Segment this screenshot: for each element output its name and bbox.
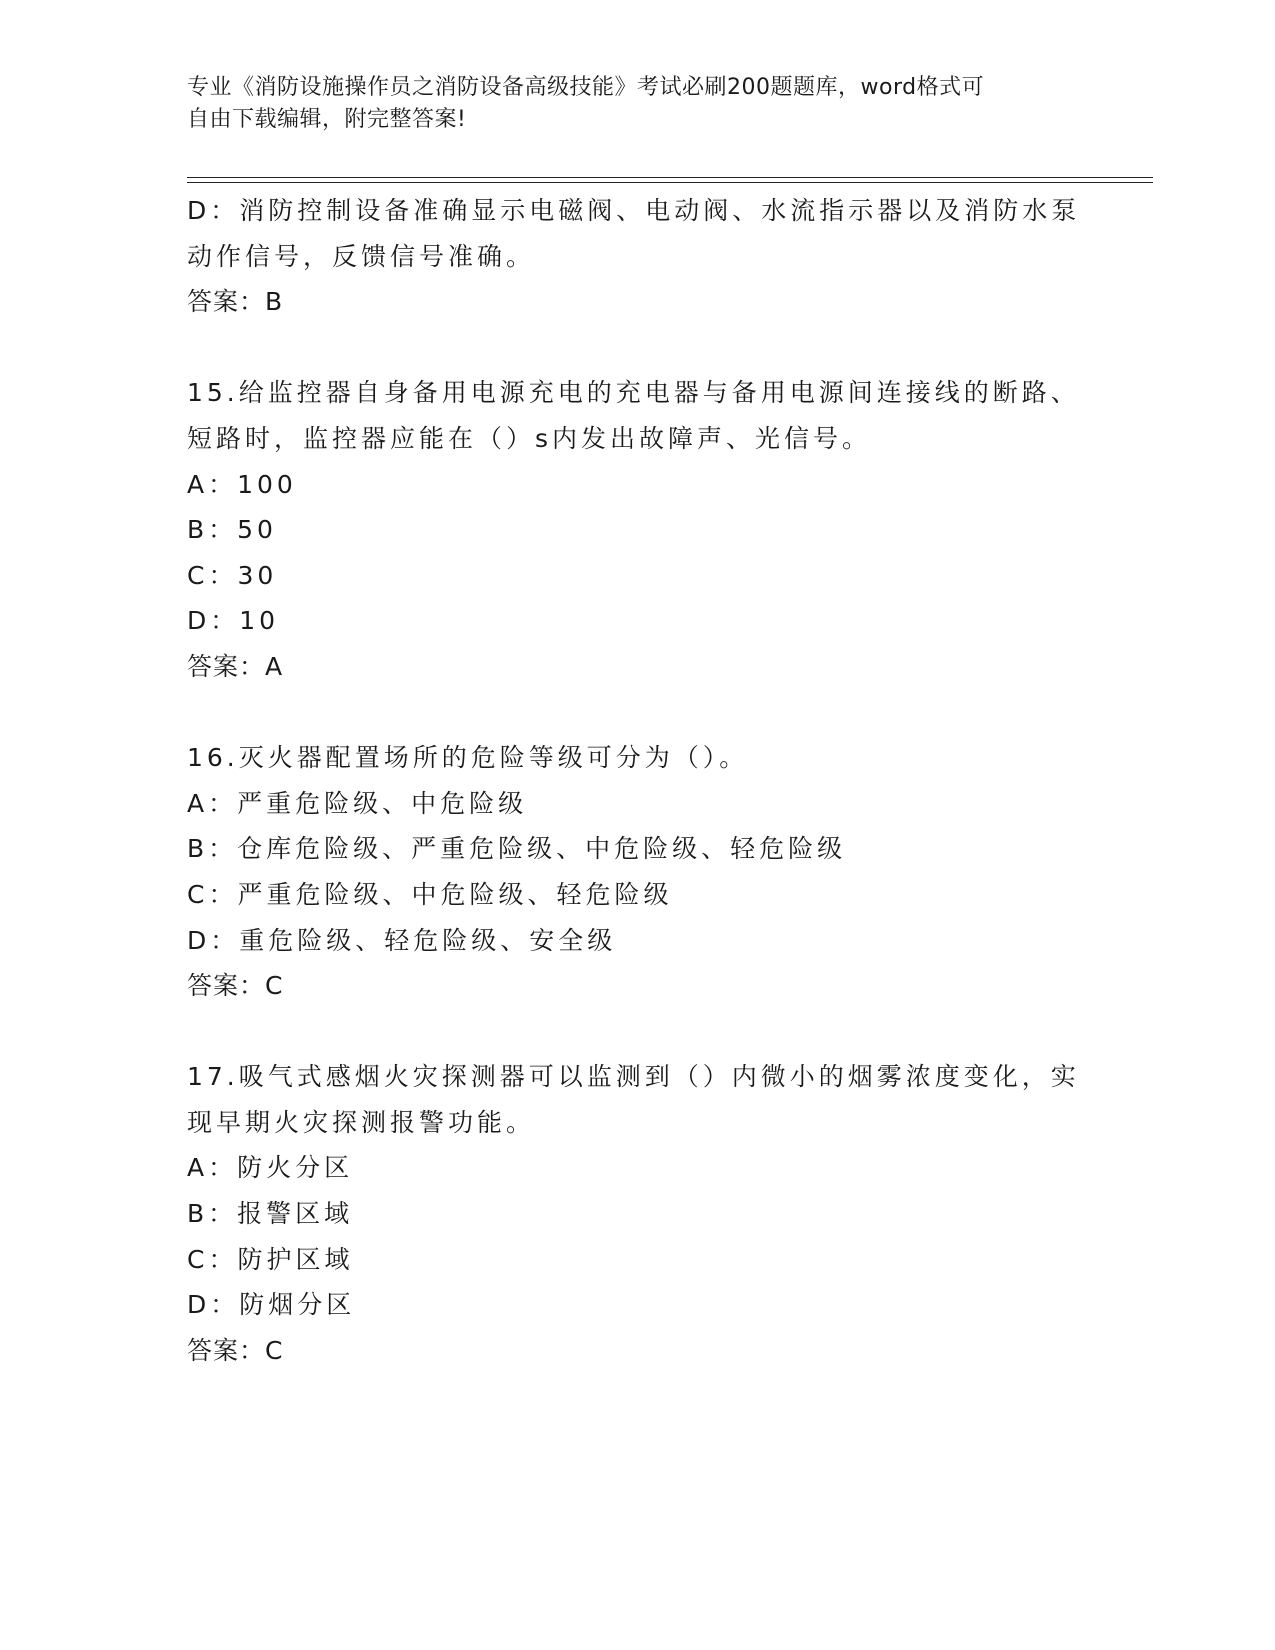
option-c: C：严重危险级、中危险级、轻危险级 bbox=[187, 879, 673, 909]
question-stem-continued: 现早期火灾探测报警功能。 bbox=[187, 1107, 536, 1137]
option-d: D：消防控制设备准确显示电磁阀、电动阀、水流指示器以及消防水泵 bbox=[187, 196, 1081, 225]
question-stem: 15.给监控器自身备用电源充电的充电器与备用电源间连接线的断路、 bbox=[187, 378, 1080, 408]
spacer bbox=[187, 690, 1087, 736]
answer-line: 答案：B bbox=[187, 287, 284, 317]
question-15 bbox=[187, 370, 1087, 689]
option-b: B：仓库危险级、严重危险级、中危险级、轻危险级 bbox=[187, 834, 847, 864]
option-b: B：50 bbox=[187, 515, 277, 545]
question-17 bbox=[187, 1054, 1087, 1373]
question-content bbox=[187, 188, 1087, 1373]
header-divider-top bbox=[187, 177, 1153, 178]
option-a: A：防火分区 bbox=[187, 1153, 354, 1183]
previous-question-tail bbox=[187, 188, 1087, 325]
answer-line: 答案：A bbox=[187, 651, 284, 681]
option-d: D：防烟分区 bbox=[187, 1290, 356, 1320]
option-b: B：报警区域 bbox=[187, 1199, 354, 1229]
header-title-line-2: 自由下载编辑，附完整答案! bbox=[187, 107, 467, 132]
option-a: A：100 bbox=[187, 469, 297, 499]
header-divider-bottom bbox=[187, 182, 1153, 183]
document-header bbox=[187, 72, 1067, 136]
header-title-line-1: 专业《消防设施操作员之消防设备高级技能》考试必刷200题题库，word格式可 bbox=[187, 75, 985, 100]
option-c: C：30 bbox=[187, 560, 278, 590]
option-d-continued: 动作信号，反馈信号准确。 bbox=[187, 241, 536, 271]
option-d: D：重危险级、轻危险级、安全级 bbox=[187, 925, 617, 955]
answer-line: 答案：C bbox=[187, 971, 284, 1001]
question-16 bbox=[187, 735, 1087, 1009]
spacer bbox=[187, 1009, 1087, 1055]
question-stem: 17.吸气式感烟火灾探测器可以监测到（）内微小的烟雾浓度变化，实 bbox=[187, 1062, 1080, 1092]
question-stem: 16.灭火器配置场所的危险等级可分为（）。 bbox=[187, 743, 749, 773]
answer-line: 答案：C bbox=[187, 1335, 284, 1365]
spacer bbox=[187, 325, 1087, 371]
question-stem-continued: 短路时，监控器应能在（）s内发出故障声、光信号。 bbox=[187, 423, 872, 453]
option-a: A：严重危险级、中危险级 bbox=[187, 788, 528, 818]
option-d: D：10 bbox=[187, 606, 280, 636]
option-c: C：防护区域 bbox=[187, 1244, 354, 1274]
